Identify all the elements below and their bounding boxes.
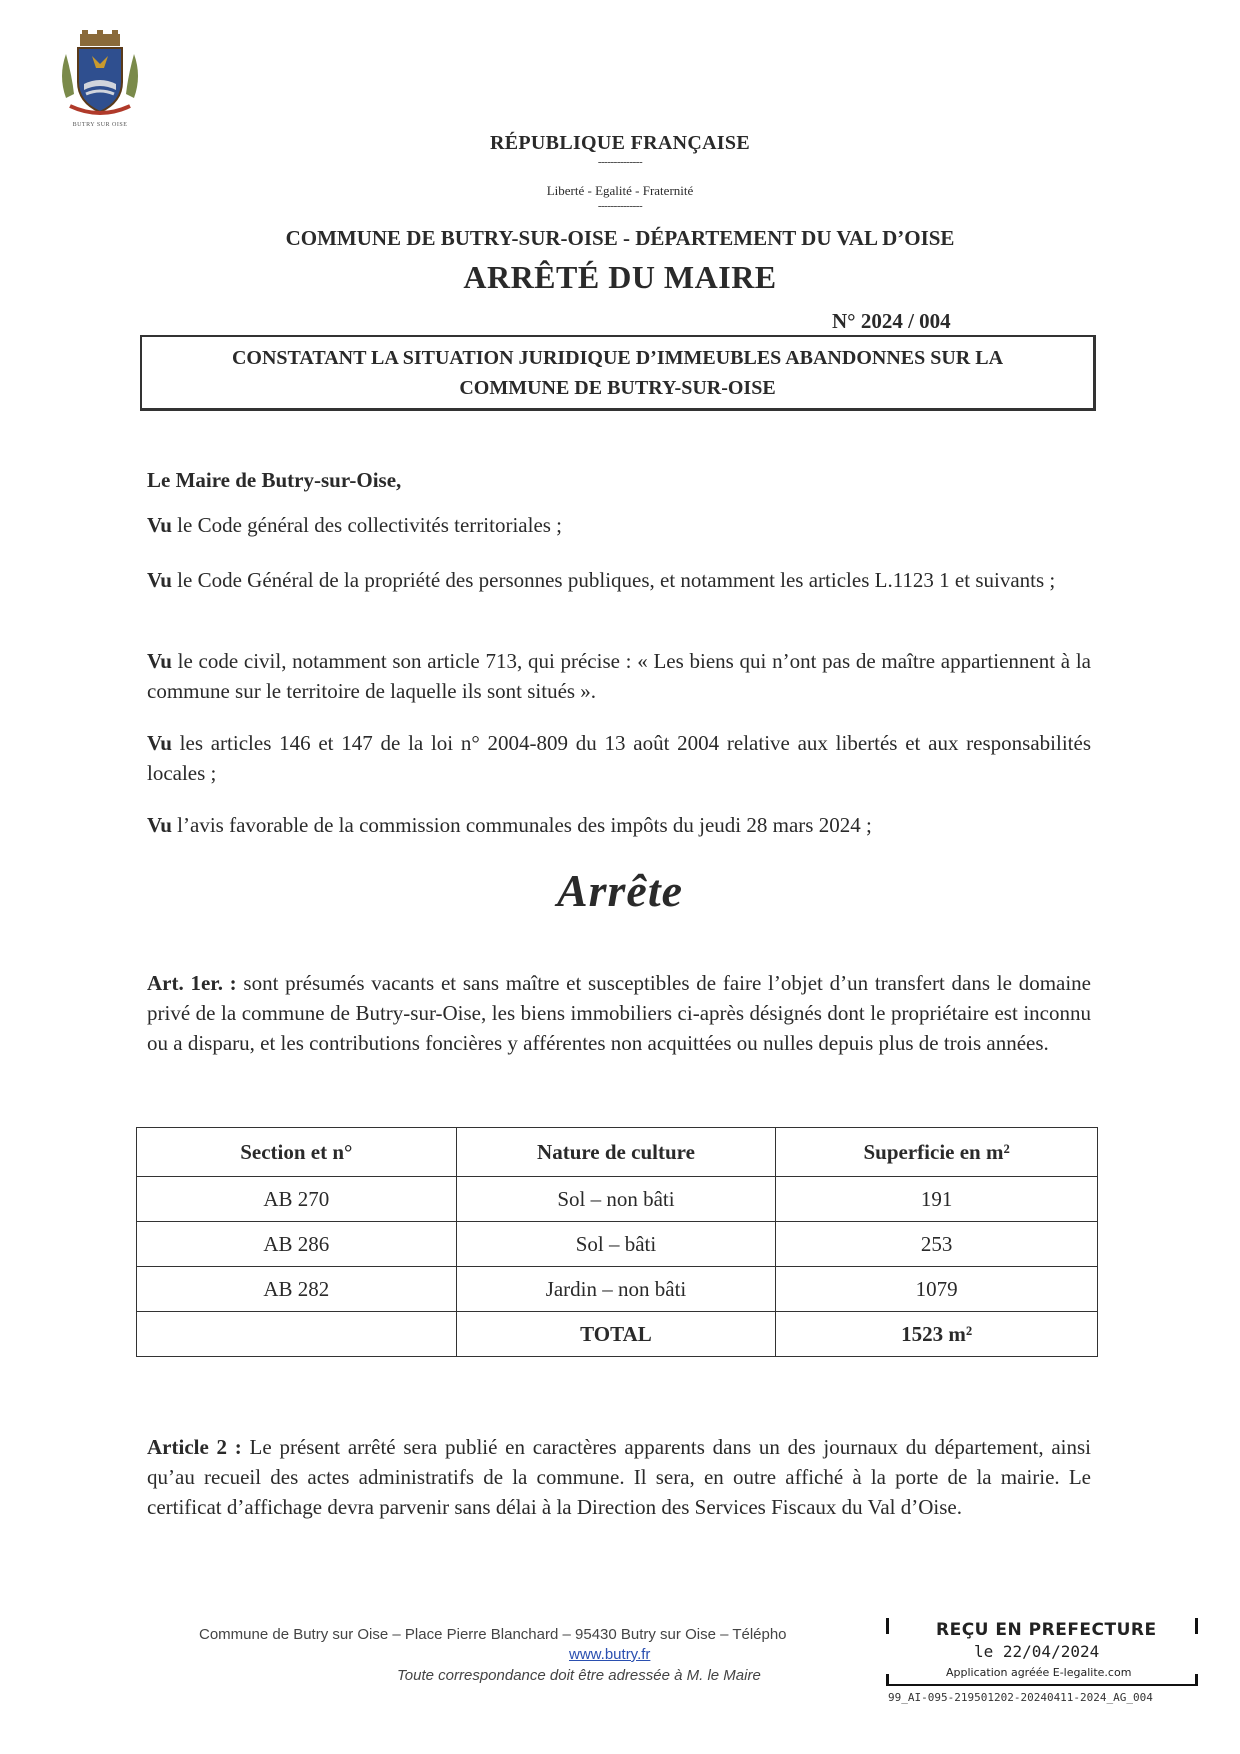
separator-top: --------------: [597, 156, 643, 168]
article-2-label: Article 2 :: [147, 1435, 242, 1459]
vu-text: l’avis favorable de la commission communales des impôts du jeudi 28 mars 2024 ;: [171, 813, 872, 837]
prefecture-stamp: [886, 1618, 1198, 1686]
document-title: ARRÊTÉ DU MAIRE: [463, 259, 777, 295]
vu-label: Vu: [147, 568, 172, 592]
cell-section: AB 270: [137, 1177, 457, 1222]
article-1: [147, 968, 1091, 1058]
header-superficie: Superficie en m²: [776, 1128, 1098, 1177]
vu-paragraph-5: [147, 810, 1091, 840]
commune-heading: COMMUNE DE BUTRY-SUR-OISE - DÉPARTEMENT DU VAL D’OISE: [285, 226, 955, 250]
object-box: [140, 335, 1096, 411]
cell-nature: Sol – non bâti: [456, 1177, 776, 1222]
cell-superficie: 1079: [776, 1267, 1098, 1312]
cell-section: AB 286: [137, 1222, 457, 1267]
vu-text: le Code Général de la propriété des personnes publiques, et notamment les articles L.1123 1 et suivants ;: [171, 568, 1056, 592]
footer-website-link[interactable]: www.butry.fr: [569, 1646, 651, 1663]
arrete-number: N° 2024 / 004: [832, 309, 951, 333]
table-row: [137, 1222, 1098, 1267]
stamp-bracket: [1195, 1618, 1198, 1634]
article-2-text: Le présent arrêté sera publié en caractères apparents dans un des journaux du département, ainsi qu’au recueil des actes administratifs de la commune. Il sera, en outre affiché à la porte de la mairie. Le certificat d’affichage devra parvenir sans délai à la Direction des Services Fiscaux du Val d’Oise.: [147, 1435, 1091, 1519]
cell-empty: [137, 1312, 457, 1357]
vu-text: le code civil, notamment son article 713, qui précise : « Les biens qui n’ont pas de maître appartiennent à la commune sur le territoire de laquelle ils sont situés ».: [147, 649, 1091, 703]
vu-text: les articles 146 et 147 de la loi n° 2004-809 du 13 août 2004 relative aux libertés et aux responsabilités locales ;: [147, 731, 1091, 785]
table-row: [137, 1177, 1098, 1222]
vu-label: Vu: [147, 649, 172, 673]
footer-correspondence: Toute correspondance doit être adressée à M. le Maire: [397, 1667, 761, 1684]
vu-label: Vu: [147, 813, 172, 837]
table-total-row: [137, 1312, 1098, 1357]
vu-paragraph-3: [147, 646, 1091, 706]
cell-superficie: 191: [776, 1177, 1098, 1222]
stamp-title: REÇU EN PREFECTURE: [936, 1620, 1157, 1640]
object-line-1: CONSTATANT LA SITUATION JURIDIQUE D’IMMEUBLES ABANDONNES SUR LA: [231, 347, 1004, 369]
table-row: [137, 1267, 1098, 1312]
stamp-bracket: [886, 1618, 889, 1634]
stamp-date: le 22/04/2024: [974, 1642, 1100, 1661]
header-nature: Nature de culture: [456, 1128, 776, 1177]
cell-nature: Jardin – non bâti: [456, 1267, 776, 1312]
crest-caption: BUTRY SUR OISE: [72, 122, 128, 128]
total-label: TOTAL: [456, 1312, 776, 1357]
stamp-reference: 99_AI-095-219501202-20240411-2024_AG_004: [888, 1691, 1153, 1704]
vu-text: le Code général des collectivités territoriales ;: [171, 513, 563, 537]
vu-paragraph-2: [147, 565, 1091, 595]
arrete-heading: Arrête: [556, 865, 684, 916]
table-header-row: [137, 1128, 1098, 1177]
republique-heading: RÉPUBLIQUE FRANÇAISE: [490, 132, 750, 154]
cell-superficie: 253: [776, 1222, 1098, 1267]
total-value: 1523 m²: [776, 1312, 1098, 1357]
devise: Liberté - Egalité - Fraternité: [546, 183, 694, 198]
cell-section: AB 282: [137, 1267, 457, 1312]
article-2: [147, 1432, 1091, 1522]
separator-bottom: --------------: [597, 200, 643, 212]
object-line-2: COMMUNE DE BUTRY-SUR-OISE: [459, 377, 776, 399]
vu-label: Vu: [147, 731, 172, 755]
article-1-label: Art. 1er. :: [147, 971, 237, 995]
vu-label: Vu: [147, 513, 172, 537]
footer-address: Commune de Butry sur Oise – Place Pierre Blanchard – 95430 Butry sur Oise – Télépho: [199, 1626, 787, 1643]
header-section: Section et n°: [137, 1128, 457, 1177]
cell-nature: Sol – bâti: [456, 1222, 776, 1267]
stamp-underline: [886, 1684, 1198, 1686]
vu-paragraph-1: [147, 510, 1091, 540]
crest-logo: [52, 28, 148, 136]
stamp-application: Application agréée E-legalite.com: [946, 1666, 1132, 1679]
article-1-text: sont présumés vacants et sans maître et susceptibles de faire l’objet d’un transfert dans le domaine privé de la commune de Butry-sur-Oise, les biens immobiliers ci-après désignés dont le propriétaire est inconnu ou a disparu, et les contributions foncières y afférentes non acquittées ou nulles depuis plus de trois années.: [147, 971, 1092, 1055]
coat-of-arms-icon: [52, 28, 148, 124]
biens-table: [136, 1127, 1098, 1357]
maire-heading: Le Maire de Butry-sur-Oise,: [147, 468, 402, 492]
vu-paragraph-4: [147, 728, 1091, 788]
